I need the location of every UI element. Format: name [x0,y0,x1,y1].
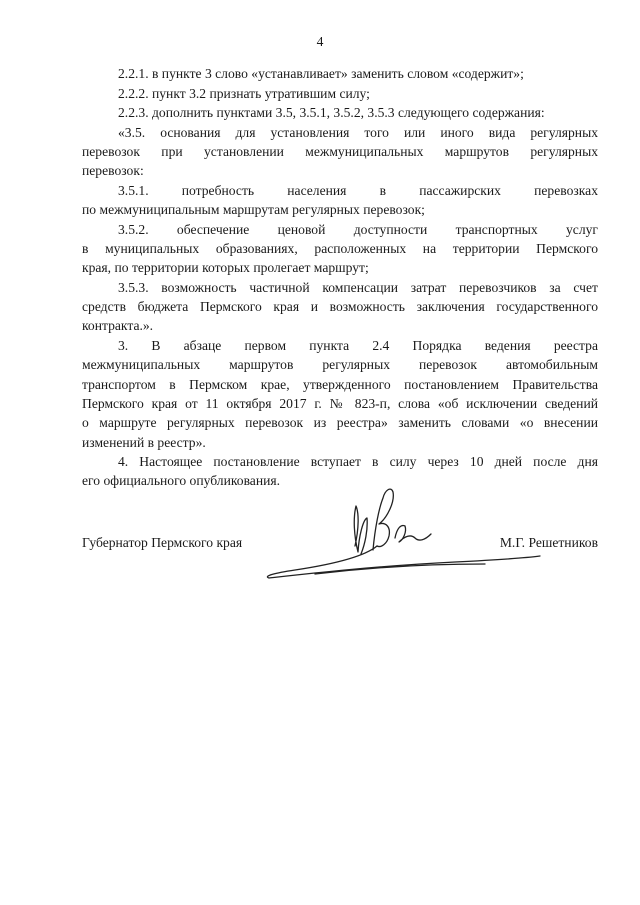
text-line-3-5-2-a: 3.5.2. обеспечение ценовой доступности транспортных услуг [118,222,598,237]
text-line-2-2-1: 2.2.1. в пункте 3 слово «устанавливает» заменить словом «содержит»; [118,66,524,81]
signatory-name: М.Г. Решетников [499,535,598,550]
text-line-2-2-3: 2.2.3. дополнить пунктами 3.5, 3.5.1, 3.5.2, 3.5.3 следующего содержания: [118,105,545,120]
text-line-3-5-2-c: края, по территории которых пролегает маршрут; [82,260,369,275]
text-line-3-5-2-b: в муниципальных образованиях, расположенных на территории Пермского [82,241,598,256]
signatory-position: Губернатор Пермского края [82,535,243,550]
text-line-3-5-1-a: 3.5.1. потребность населения в пассажирских перевозках [118,183,598,198]
text-line-p3-a: 3. В абзаце первом пункта 2.4 Порядка ведения реестра [118,338,598,353]
text-line-p3-f: изменений в реестр». [82,435,206,450]
text-line-2-2-2: 2.2.2. пункт 3.2 признать утратившим силу; [118,86,370,101]
signature-row [82,535,598,555]
text-line-3-5-b: перевозок при установлении межмуниципальных маршрутов регулярных [82,144,598,159]
text-line-p3-e: о маршруте регулярных перевозок из реестра» заменить словами «о внесении [82,415,598,430]
text-line-3-5-c: перевозок: [82,163,144,178]
text-line-3-5-3-b: средств бюджета Пермского края и возможность заключения государственного [82,299,598,314]
text-line-3-5-3-c: контракта.». [82,318,154,333]
text-line-p3-b: межмуниципальных маршрутов регулярных перевозок автомобильным [82,357,598,372]
handwritten-signature [255,478,545,588]
text-line-p4-b: его официального опубликования. [82,473,281,488]
text-line-3-5-1-b: по межмуниципальным маршрутам регулярных перевозок; [82,202,425,217]
text-line-p3-c: транспортом в Пермском крае, утвержденного постановлением Правительства [82,377,598,392]
text-line-3-5-3-a: 3.5.3. возможность частичной компенсации затрат перевозчиков за счет [118,280,598,295]
text-line-p4-a: 4. Настоящее постановление вступает в силу через 10 дней после дня [118,454,598,469]
text-line-3-5-a: «3.5. основания для установления того или иного вида регулярных [118,125,598,140]
text-line-p3-d: Пермского края от 11 октября 2017 г. № 823-п, слова «об исключении сведений [82,396,598,411]
page-number: 4 [316,34,324,49]
